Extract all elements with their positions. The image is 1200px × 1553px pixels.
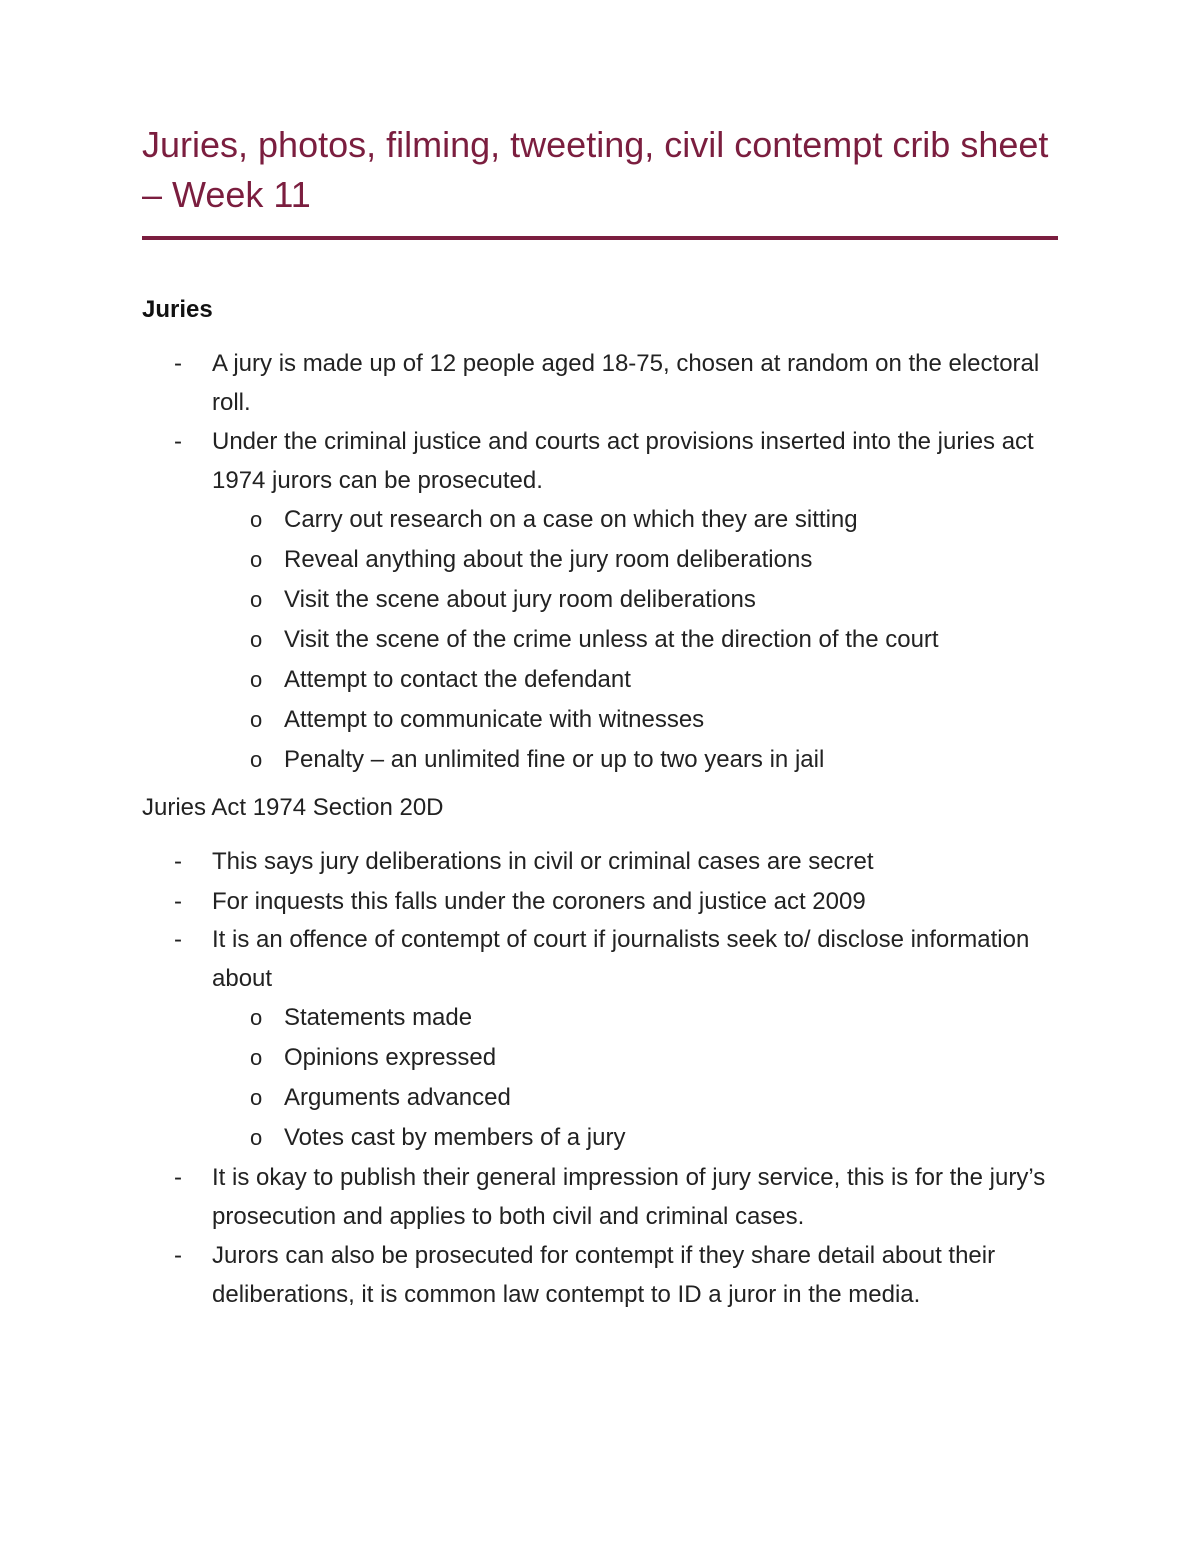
list-item-text: A jury is made up of 12 people aged 18-75, chosen at random on the electoral roll. bbox=[212, 350, 1040, 416]
circle-bullet: o bbox=[250, 587, 263, 612]
dash-bullet: - bbox=[174, 428, 182, 455]
section-heading-juries-act: Juries Act 1974 Section 20D bbox=[142, 794, 444, 821]
sub-list-item bbox=[250, 660, 1064, 699]
sub-list-item bbox=[250, 700, 1064, 739]
sub-list-item bbox=[250, 998, 1064, 1037]
dash-bullet: - bbox=[174, 1164, 182, 1191]
sub-list-item bbox=[250, 1118, 1064, 1157]
sub-list-item bbox=[250, 1078, 1064, 1117]
sub-list-item-text: Votes cast by members of a jury bbox=[284, 1124, 626, 1151]
title-divider bbox=[142, 236, 1058, 240]
list-item-text: Under the criminal justice and courts act provisions inserted into the juries act 1974 jurors can be prosecuted. bbox=[212, 428, 1034, 494]
section-heading-juries: Juries bbox=[142, 296, 213, 323]
list-item-text: It is okay to publish their general impression of jury service, this is for the jury’s prosecution and applies to both civil and criminal cases. bbox=[212, 1164, 1046, 1230]
list-item bbox=[174, 1236, 1062, 1314]
list-item bbox=[174, 882, 1062, 921]
circle-bullet: o bbox=[250, 1005, 263, 1030]
dash-bullet: - bbox=[174, 926, 182, 953]
sub-list-item bbox=[250, 580, 1064, 619]
sub-list-item-text: Reveal anything about the jury room deliberations bbox=[284, 546, 813, 573]
circle-bullet: o bbox=[250, 667, 263, 692]
circle-bullet: o bbox=[250, 707, 263, 732]
document-title: Juries, photos, filming, tweeting, civil contempt crib sheet – Week 11 bbox=[142, 124, 1049, 215]
list-item bbox=[174, 422, 1062, 500]
list-item bbox=[174, 920, 1062, 998]
dash-bullet: - bbox=[174, 1242, 182, 1269]
list-item-text: It is an offence of contempt of court if journalists seek to/ disclose information about bbox=[212, 926, 1030, 992]
sub-list-item-text: Penalty – an unlimited fine or up to two years in jail bbox=[284, 746, 825, 773]
sub-list-item bbox=[250, 500, 1064, 539]
dash-bullet: - bbox=[174, 848, 182, 875]
list-item-text: This says jury deliberations in civil or criminal cases are secret bbox=[212, 848, 874, 875]
list-item bbox=[174, 1158, 1062, 1236]
sub-list-item-text: Carry out research on a case on which they are sitting bbox=[284, 506, 858, 533]
circle-bullet: o bbox=[250, 1125, 263, 1150]
sub-list-item-text: Statements made bbox=[284, 1004, 473, 1031]
circle-bullet: o bbox=[250, 1045, 263, 1070]
circle-bullet: o bbox=[250, 627, 263, 652]
list-item-text: For inquests this falls under the coroners and justice act 2009 bbox=[212, 888, 866, 915]
list-item bbox=[174, 842, 1062, 881]
circle-bullet: o bbox=[250, 507, 263, 532]
sub-list-item bbox=[250, 540, 1064, 579]
sub-list-item bbox=[250, 740, 1064, 779]
sub-list-item-text: Attempt to contact the defendant bbox=[284, 666, 631, 693]
sub-list-item-text: Opinions expressed bbox=[284, 1044, 497, 1071]
sub-list-item-text: Visit the scene of the crime unless at the direction of the court bbox=[284, 626, 939, 653]
circle-bullet: o bbox=[250, 547, 263, 572]
sub-list-item bbox=[250, 620, 1064, 659]
sub-list-item-text: Visit the scene about jury room deliberations bbox=[284, 586, 756, 613]
sub-list-item bbox=[250, 1038, 1064, 1077]
circle-bullet: o bbox=[250, 1085, 263, 1110]
dash-bullet: - bbox=[174, 350, 182, 377]
list-item bbox=[174, 344, 1062, 422]
sub-list-item-text: Arguments advanced bbox=[284, 1084, 511, 1111]
circle-bullet: o bbox=[250, 747, 263, 772]
dash-bullet: - bbox=[174, 888, 182, 915]
list-item-text: Jurors can also be prosecuted for contempt if they share detail about their deliberations, it is common law contempt to ID a juror in the media. bbox=[212, 1242, 996, 1308]
sub-list-item-text: Attempt to communicate with witnesses bbox=[284, 706, 705, 733]
